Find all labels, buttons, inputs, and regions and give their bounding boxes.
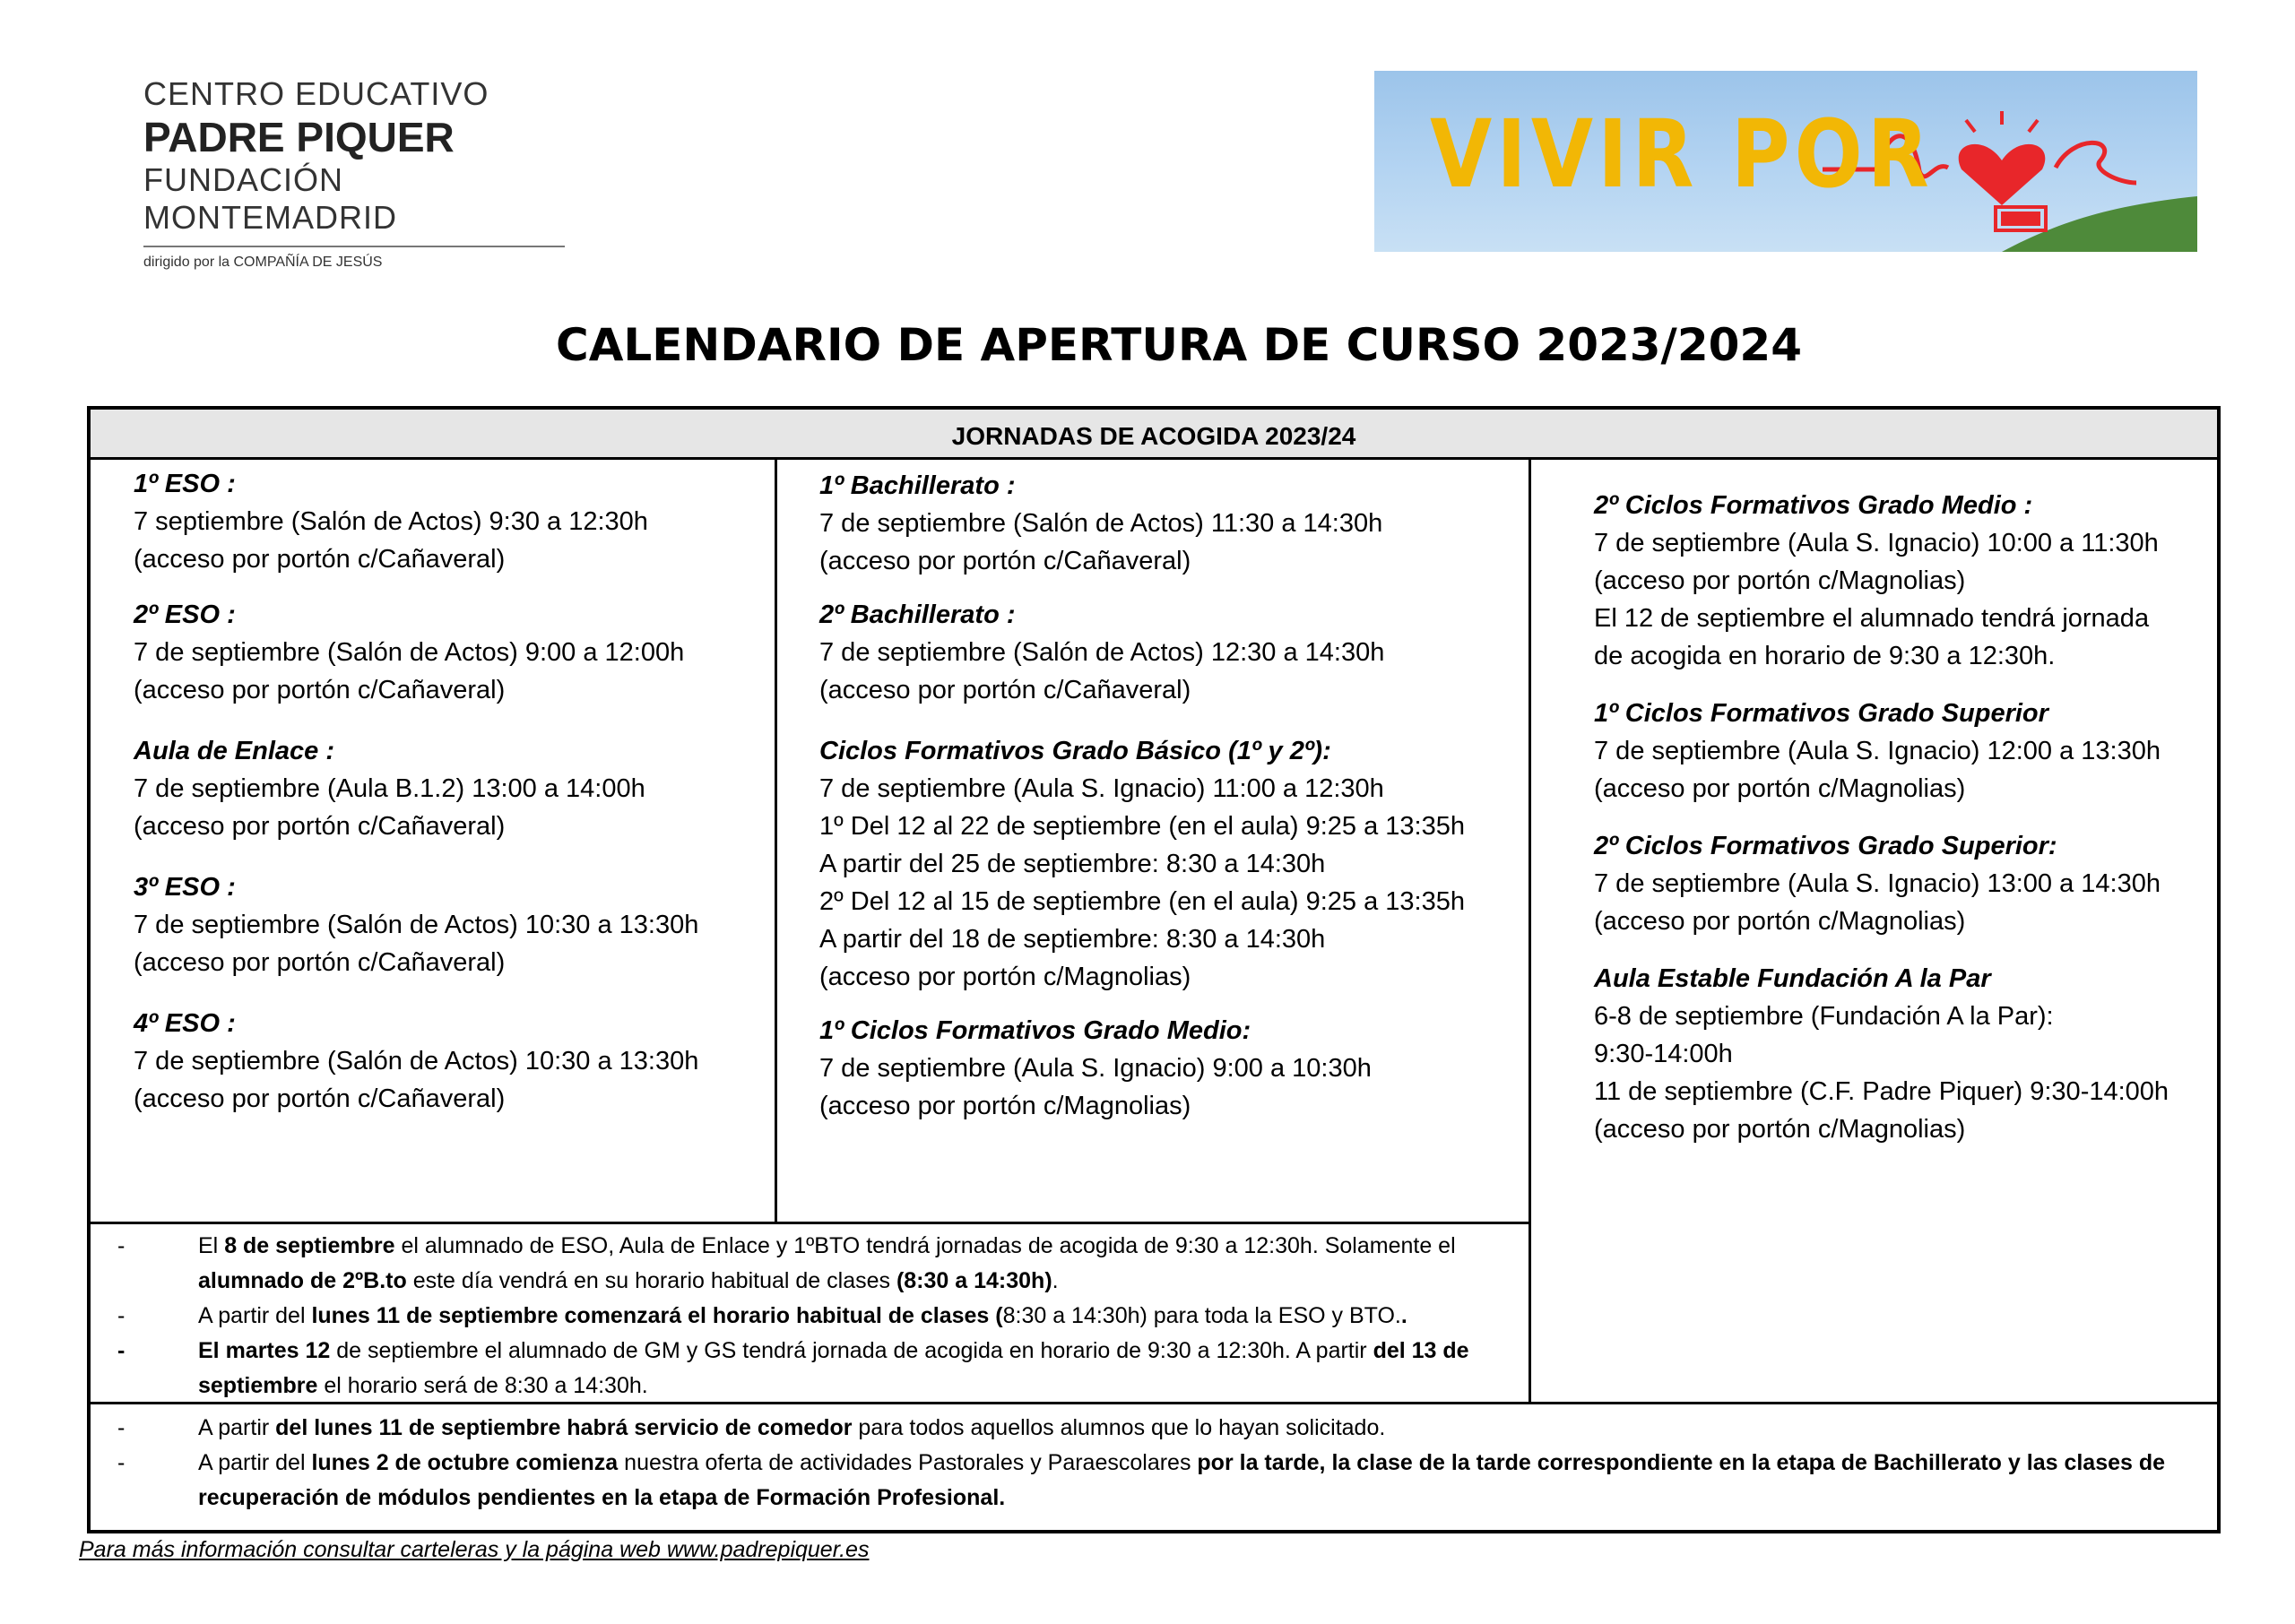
note-item: - El martes 12 de septiembre el alumnado de GM y GS tendrá jornada de acogida en horario de 9:30 a 12:30h. A partir del 13 de septiembre el horario será de 8:30 a 14:30h. bbox=[117, 1338, 1469, 1398]
section-line: A partir del 18 de septiembre: 8:30 a 14:30h bbox=[819, 925, 1326, 954]
note-text: A partir del bbox=[198, 1303, 312, 1328]
heart-icon bbox=[1959, 144, 2046, 205]
note-item: - A partir del lunes 11 de septiembre comenzará el horario habitual de clases (8:30 a 14:30h) para toda la ESO y BTO.. bbox=[117, 1303, 1407, 1328]
section-line: 7 de septiembre (Aula S. Ignacio) 9:00 a 10:30h bbox=[819, 1054, 1372, 1083]
banner-script-r bbox=[2056, 143, 2136, 183]
page-title: CALENDARIO DE APERTURA DE CURSO 2023/2024 bbox=[556, 319, 1802, 371]
section-line: 7 de septiembre (Aula B.1.2) 13:00 a 14:00h bbox=[134, 774, 645, 803]
section-line: (acceso por portón c/Magnolias) bbox=[1594, 774, 1966, 803]
note-bold: del 13 de septiembre bbox=[198, 1338, 1469, 1398]
banner-text: VIVIR POR bbox=[1430, 99, 1934, 209]
section-line: 7 de septiembre (Salón de Actos) 10:30 a 13:30h bbox=[134, 911, 699, 939]
section-title: 3º ESO : bbox=[134, 873, 236, 902]
section-line: 7 de septiembre (Aula S. Ignacio) 11:00 a 12:30h bbox=[819, 774, 1384, 803]
column-ciclos bbox=[1594, 487, 2213, 1166]
note-text: para todos aquellos alumnos que lo hayan solicitado. bbox=[852, 1415, 1386, 1440]
note-bold: lunes 11 de septiembre comenzará el horario habitual de clases ( bbox=[311, 1303, 1003, 1328]
notes-block-1 bbox=[117, 1229, 1511, 1404]
section-line: 7 de septiembre (Salón de Actos) 10:30 a 13:30h bbox=[134, 1047, 699, 1075]
column-eso bbox=[134, 465, 761, 1136]
section-line: (acceso por portón c/Cañaveral) bbox=[134, 812, 506, 841]
section-line: 7 de septiembre (Aula S. Ignacio) 13:00 a 14:30h bbox=[1594, 869, 2161, 898]
row-divider-1 bbox=[91, 1222, 1531, 1224]
section-title: 2º ESO : bbox=[134, 600, 236, 629]
section-4eso bbox=[134, 1005, 761, 1118]
section-line: (acceso por portón c/Magnolias) bbox=[1594, 566, 1966, 595]
section-title: Aula de Enlace : bbox=[134, 737, 335, 765]
note-bold: (8:30 a 14:30h) bbox=[896, 1268, 1052, 1293]
section-line: 7 de septiembre (Aula S. Ignacio) 10:00 a 11:30h bbox=[1594, 529, 2159, 557]
column-bachillerato bbox=[819, 467, 1519, 1143]
note-item: - El 8 de septiembre el alumnado de ESO, Aula de Enlace y 1ºBTO tendrá jornadas de acogida de 9:30 a 12:30h. Solamente el alumnado de 2ºB.to este día vendrá en su horario habitual de clases (8:30 a 14:30h). bbox=[117, 1233, 1456, 1293]
section-ciclos-basico bbox=[819, 732, 1519, 996]
section-line: (acceso por portón c/Magnolias) bbox=[819, 1092, 1191, 1120]
section-line: 7 de septiembre (Aula S. Ignacio) 12:00 a 13:30h bbox=[1594, 737, 2161, 765]
section-line: 7 de septiembre (Salón de Actos) 12:30 a 14:30h bbox=[819, 638, 1385, 667]
schedule-table bbox=[87, 406, 2221, 1533]
notes-block-2 bbox=[117, 1411, 2197, 1516]
section-aula-enlace bbox=[134, 732, 761, 845]
footer-info: Para más información consultar carteleras y la página web www.padrepiquer.es bbox=[79, 1537, 870, 1562]
logo-line-2: PADRE PIQUER bbox=[143, 114, 455, 160]
section-title: 2º Bachillerato : bbox=[819, 600, 1016, 629]
section-line: 7 septiembre (Salón de Actos) 9:30 a 12:30h bbox=[134, 507, 648, 536]
section-title: 1º ESO : bbox=[134, 470, 236, 498]
section-aula-estable bbox=[1594, 960, 2213, 1148]
section-2cfgm bbox=[1594, 487, 2213, 675]
note-bold: alumnado de 2ºB.to bbox=[198, 1268, 407, 1293]
section-line: (acceso por portón c/Magnolias) bbox=[1594, 1115, 1966, 1144]
section-1eso bbox=[134, 465, 761, 578]
note-text: el alumnado de ESO, Aula de Enlace y 1ºBTO tendrá jornadas de acogida de 9:30 a 12:30h. Solamente el bbox=[394, 1233, 1456, 1258]
section-line: (acceso por portón c/Magnolias) bbox=[819, 963, 1191, 991]
section-line: A partir del 25 de septiembre: 8:30 a 14:30h bbox=[819, 850, 1326, 878]
logo-divider bbox=[143, 246, 565, 247]
note-bold: El martes 12 bbox=[198, 1338, 331, 1363]
logo-line-4: dirigido por la COMPAÑÍA DE JESÚS bbox=[143, 255, 383, 270]
note-text: 8:30 a 14:30h) para toda la ESO y BTO. bbox=[1002, 1303, 1401, 1328]
note-bold: por la tarde, la clase de la tarde correspondiente en la etapa de Bachillerato y las clases de recuperación de módulos pendientes en la etapa de Formación Profesional. bbox=[198, 1450, 2166, 1510]
section-title: 2º Ciclos Formativos Grado Superior: bbox=[1594, 832, 2057, 860]
note-text: de septiembre el alumnado de GM y GS tendrá jornada de acogida en horario de 9:30 a 12:30h. A partir bbox=[330, 1338, 1373, 1363]
section-line: El 12 de septiembre el alumnado tendrá jornada bbox=[1594, 604, 2150, 633]
note-text: A partir del bbox=[198, 1450, 312, 1475]
section-title: Aula Estable Fundación A la Par bbox=[1594, 964, 1991, 993]
section-line: de acogida en horario de 9:30 a 12:30h. bbox=[1594, 642, 2056, 670]
section-3eso bbox=[134, 868, 761, 981]
section-title: Ciclos Formativos Grado Básico (1º y 2º): bbox=[819, 737, 1331, 765]
section-line: (acceso por portón c/Cañaveral) bbox=[134, 1084, 506, 1113]
note-text: el horario será de 8:30 a 14:30h. bbox=[317, 1373, 648, 1398]
note-bold: del lunes 11 de septiembre habrá servicio de comedor bbox=[275, 1415, 853, 1440]
table-heading: JORNADAS DE ACOGIDA 2023/24 bbox=[91, 410, 2217, 460]
section-1cfgs bbox=[1594, 695, 2213, 808]
logo-line-3: FUNDACIÓN MONTEMADRID bbox=[143, 161, 397, 236]
section-line: 6-8 de septiembre (Fundación A la Par): bbox=[1594, 1002, 2054, 1031]
school-logo bbox=[143, 75, 574, 271]
section-title: 4º ESO : bbox=[134, 1009, 236, 1038]
note-text: nuestra oferta de actividades Pastorales y Paraescolares bbox=[618, 1450, 1198, 1475]
vivir-por-amor-banner bbox=[1374, 71, 2197, 252]
heart-rays bbox=[1966, 111, 2038, 132]
logo-line-1: CENTRO EDUCATIVO bbox=[143, 75, 489, 112]
column-divider-1 bbox=[775, 460, 777, 1224]
note-bold: 8 de septiembre bbox=[224, 1233, 395, 1258]
section-line: 7 de septiembre (Salón de Actos) 11:30 a 14:30h bbox=[819, 509, 1383, 538]
section-line: 7 de septiembre (Salón de Actos) 9:00 a 12:00h bbox=[134, 638, 685, 667]
note-text: El bbox=[198, 1233, 225, 1258]
section-line: 2º Del 12 al 15 de septiembre (en el aula) 9:25 a 13:35h bbox=[819, 887, 1465, 916]
section-line: (acceso por portón c/Cañaveral) bbox=[134, 545, 506, 574]
section-1bach bbox=[819, 467, 1519, 580]
section-title: 1º Ciclos Formativos Grado Superior bbox=[1594, 699, 2048, 728]
section-title: 1º Bachillerato : bbox=[819, 471, 1016, 500]
section-title: 2º Ciclos Formativos Grado Medio : bbox=[1594, 491, 2033, 520]
section-line: (acceso por portón c/Cañaveral) bbox=[134, 948, 506, 977]
section-2bach bbox=[819, 596, 1519, 709]
note-text: este día vendrá en su horario habitual de clases bbox=[406, 1268, 896, 1293]
note-bold: . bbox=[1400, 1303, 1407, 1328]
section-line: (acceso por portón c/Magnolias) bbox=[1594, 907, 1966, 936]
section-line: (acceso por portón c/Cañaveral) bbox=[819, 547, 1191, 575]
section-line: (acceso por portón c/Cañaveral) bbox=[819, 676, 1191, 704]
note-item: - A partir del lunes 2 de octubre comienza nuestra oferta de actividades Pastorales y Paraescolares por la tarde, la clase de la tarde correspondiente en la etapa de Bachillerato y las clases de recuperación de módulos pendientes en la etapa de Formación Profesional. bbox=[117, 1450, 2166, 1510]
section-2cfgs bbox=[1594, 827, 2213, 940]
section-line: (acceso por portón c/Cañaveral) bbox=[134, 676, 506, 704]
battery-fill bbox=[2001, 212, 2040, 226]
section-2eso bbox=[134, 596, 761, 709]
note-item: - A partir del lunes 11 de septiembre habrá servicio de comedor para todos aquellos alumnos que lo hayan solicitado. bbox=[117, 1415, 1386, 1440]
note-text: . bbox=[1052, 1268, 1059, 1293]
column-divider-2 bbox=[1529, 460, 1531, 1404]
note-text: A partir bbox=[198, 1415, 276, 1440]
section-title: 1º Ciclos Formativos Grado Medio: bbox=[819, 1016, 1251, 1045]
section-line: 9:30-14:00h bbox=[1594, 1040, 1733, 1068]
section-line: 11 de septiembre (C.F. Padre Piquer) 9:30-14:00h bbox=[1594, 1077, 2169, 1106]
section-line: 1º Del 12 al 22 de septiembre (en el aula) 9:25 a 13:35h bbox=[819, 812, 1465, 841]
section-1cfgm bbox=[819, 1012, 1519, 1125]
note-bold: lunes 2 de octubre comienza bbox=[311, 1450, 619, 1475]
